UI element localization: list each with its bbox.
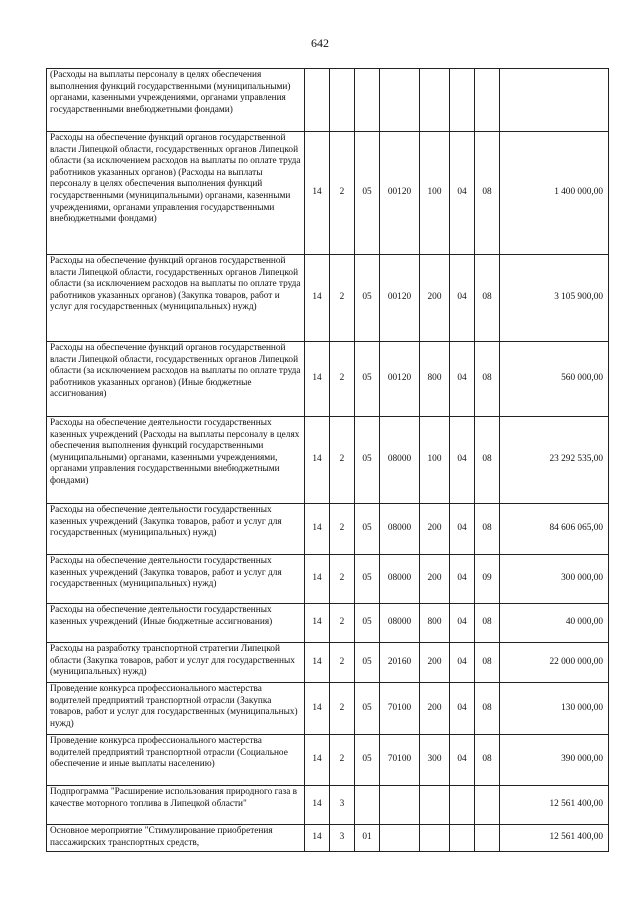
code-cell: 08 — [475, 735, 500, 786]
table-row — [47, 132, 609, 255]
code-cell: 04 — [450, 417, 475, 504]
code-cell: 300 — [420, 735, 450, 786]
code-cell: 08 — [475, 643, 500, 683]
code-cell: 04 — [450, 735, 475, 786]
code-cell: 2 — [330, 555, 355, 604]
amount-cell: 23 292 535,00 — [500, 417, 609, 504]
code-cell: 05 — [355, 132, 380, 255]
code-cell: 100 — [420, 417, 450, 504]
code-cell: 05 — [355, 604, 380, 643]
code-cell: 200 — [420, 643, 450, 683]
row-description: Проведение конкурса профессионального мастерства водителей предприятий транспортной отрасли (Закупка товаров, работ и услуг для государственных (муниципальных) нужд) — [47, 683, 305, 735]
code-cell: 04 — [450, 604, 475, 643]
row-description: Расходы на обеспечение деятельности государственных казенных учреждений (Иные бюджетные ассигнования) — [47, 604, 305, 643]
code-cell: 00120 — [380, 132, 420, 255]
code-cell: 00120 — [380, 255, 420, 342]
code-cell: 08 — [475, 604, 500, 643]
code-cell: 2 — [330, 255, 355, 342]
code-cell: 200 — [420, 255, 450, 342]
amount-cell: 22 000 000,00 — [500, 643, 609, 683]
code-cell: 04 — [450, 504, 475, 555]
code-cell: 08 — [475, 342, 500, 417]
code-cell: 14 — [305, 786, 330, 825]
code-cell: 05 — [355, 504, 380, 555]
code-cell: 14 — [305, 604, 330, 643]
code-cell — [380, 786, 420, 825]
amount-cell: 12 561 400,00 — [500, 825, 609, 852]
code-cell — [330, 69, 355, 132]
code-cell — [475, 69, 500, 132]
table-row — [47, 417, 609, 504]
code-cell: 70100 — [380, 683, 420, 735]
table-row — [47, 69, 609, 132]
code-cell — [450, 69, 475, 132]
table-row — [47, 555, 609, 604]
code-cell — [355, 69, 380, 132]
code-cell — [380, 825, 420, 852]
code-cell — [355, 786, 380, 825]
code-cell: 08 — [475, 255, 500, 342]
amount-cell: 40 000,00 — [500, 604, 609, 643]
code-cell: 2 — [330, 735, 355, 786]
code-cell: 2 — [330, 504, 355, 555]
code-cell: 04 — [450, 683, 475, 735]
code-cell: 2 — [330, 417, 355, 504]
code-cell: 05 — [355, 417, 380, 504]
code-cell: 08000 — [380, 604, 420, 643]
code-cell: 05 — [355, 683, 380, 735]
code-cell: 2 — [330, 604, 355, 643]
code-cell: 2 — [330, 342, 355, 417]
code-cell: 14 — [305, 643, 330, 683]
row-description: Расходы на обеспечение деятельности государственных казенных учреждений (Закупка товаров, работ и услуг для государственных (муниципальных) нужд) — [47, 504, 305, 555]
row-description: Расходы на обеспечение функций органов государственной власти Липецкой области, государственных органов Липецкой области (за исключением расходов на выплаты по оплате труда работников указанных органов) (Иные бюджетные ассигнования) — [47, 342, 305, 417]
code-cell: 04 — [450, 555, 475, 604]
code-cell: 14 — [305, 342, 330, 417]
code-cell: 200 — [420, 504, 450, 555]
code-cell — [475, 825, 500, 852]
code-cell: 04 — [450, 255, 475, 342]
amount-cell: 3 105 900,00 — [500, 255, 609, 342]
code-cell: 04 — [450, 342, 475, 417]
code-cell: 05 — [355, 342, 380, 417]
table-row — [47, 825, 609, 852]
amount-cell — [500, 69, 609, 132]
amount-cell: 1 400 000,00 — [500, 132, 609, 255]
code-cell: 05 — [355, 735, 380, 786]
code-cell: 200 — [420, 683, 450, 735]
amount-cell: 300 000,00 — [500, 555, 609, 604]
amount-cell: 390 000,00 — [500, 735, 609, 786]
code-cell — [420, 786, 450, 825]
code-cell: 08 — [475, 417, 500, 504]
amount-cell: 12 561 400,00 — [500, 786, 609, 825]
code-cell: 14 — [305, 132, 330, 255]
code-cell: 08000 — [380, 504, 420, 555]
amount-cell: 84 606 065,00 — [500, 504, 609, 555]
code-cell — [450, 786, 475, 825]
code-cell: 200 — [420, 555, 450, 604]
code-cell: 00120 — [380, 342, 420, 417]
code-cell — [420, 69, 450, 132]
code-cell: 800 — [420, 342, 450, 417]
code-cell — [450, 825, 475, 852]
code-cell: 01 — [355, 825, 380, 852]
code-cell — [305, 69, 330, 132]
table-row — [47, 255, 609, 342]
code-cell: 14 — [305, 255, 330, 342]
code-cell: 08000 — [380, 417, 420, 504]
code-cell: 3 — [330, 786, 355, 825]
row-description: Расходы на обеспечение функций органов государственной власти Липецкой области, государственных органов Липецкой области (за исключением расходов на выплаты по оплате труда работников указанных органов) (Расходы на выплаты персоналу в целях обеспечения выполнения функций государственными (муниципальными) органами, казенными учреждениями, органами управления государственными внебюджетными фондами) — [47, 132, 305, 255]
code-cell: 14 — [305, 735, 330, 786]
code-cell: 04 — [450, 643, 475, 683]
code-cell: 05 — [355, 555, 380, 604]
code-cell: 14 — [305, 504, 330, 555]
code-cell: 09 — [475, 555, 500, 604]
row-description: Проведение конкурса профессионального мастерства водителей предприятий транспортной отрасли (Социальное обеспечение и иные выплаты населению) — [47, 735, 305, 786]
row-description: Расходы на обеспечение деятельности государственных казенных учреждений (Расходы на выплаты персоналу в целях обеспечения выполнения функций государственными (муниципальными) органами, казенными учреждениями, органами управления государственными внебюджетными фондами) — [47, 417, 305, 504]
code-cell — [380, 69, 420, 132]
page-number: 642 — [311, 36, 329, 50]
amount-cell: 130 000,00 — [500, 683, 609, 735]
table-row — [47, 683, 609, 735]
code-cell — [475, 786, 500, 825]
code-cell — [420, 825, 450, 852]
code-cell: 2 — [330, 643, 355, 683]
code-cell: 08000 — [380, 555, 420, 604]
row-description: Расходы на обеспечение функций органов государственной власти Липецкой области, государственных органов Липецкой области (за исключением расходов на выплаты по оплате труда работников указанных органов) (Закупка товаров, работ и услуг для государственных (муниципальных) нужд) — [47, 255, 305, 342]
code-cell: 08 — [475, 132, 500, 255]
code-cell: 05 — [355, 255, 380, 342]
row-description: (Расходы на выплаты персоналу в целях обеспечения выполнения функций государственными (муниципальными) органами, казенными учреждениями, органами управления государственными внебюджетными фондами) — [47, 69, 305, 132]
code-cell: 04 — [450, 132, 475, 255]
table-row — [47, 342, 609, 417]
code-cell: 2 — [330, 683, 355, 735]
code-cell: 08 — [475, 683, 500, 735]
table-row — [47, 604, 609, 643]
code-cell: 2 — [330, 132, 355, 255]
table-row — [47, 735, 609, 786]
row-description: Расходы на разработку транспортной стратегии Липецкой области (Закупка товаров, работ и услуг для государственных (муниципальных) нужд) — [47, 643, 305, 683]
row-description: Расходы на обеспечение деятельности государственных казенных учреждений (Закупка товаров, работ и услуг для государственных (муниципальных) нужд) — [47, 555, 305, 604]
code-cell: 14 — [305, 417, 330, 504]
row-description: Основное мероприятие "Стимулирование приобретения пассажирских транспортных средств, — [47, 825, 305, 852]
table-row — [47, 786, 609, 825]
amount-cell: 560 000,00 — [500, 342, 609, 417]
code-cell: 05 — [355, 643, 380, 683]
code-cell: 08 — [475, 504, 500, 555]
row-description: Подпрограмма "Расширение использования природного газа в качестве моторного топлива в Липецкой области" — [47, 786, 305, 825]
code-cell: 3 — [330, 825, 355, 852]
code-cell: 800 — [420, 604, 450, 643]
table-row — [47, 643, 609, 683]
code-cell: 14 — [305, 825, 330, 852]
budget-table — [46, 68, 609, 852]
table-row — [47, 504, 609, 555]
code-cell: 20160 — [380, 643, 420, 683]
code-cell: 70100 — [380, 735, 420, 786]
code-cell: 14 — [305, 683, 330, 735]
code-cell: 14 — [305, 555, 330, 604]
code-cell: 100 — [420, 132, 450, 255]
